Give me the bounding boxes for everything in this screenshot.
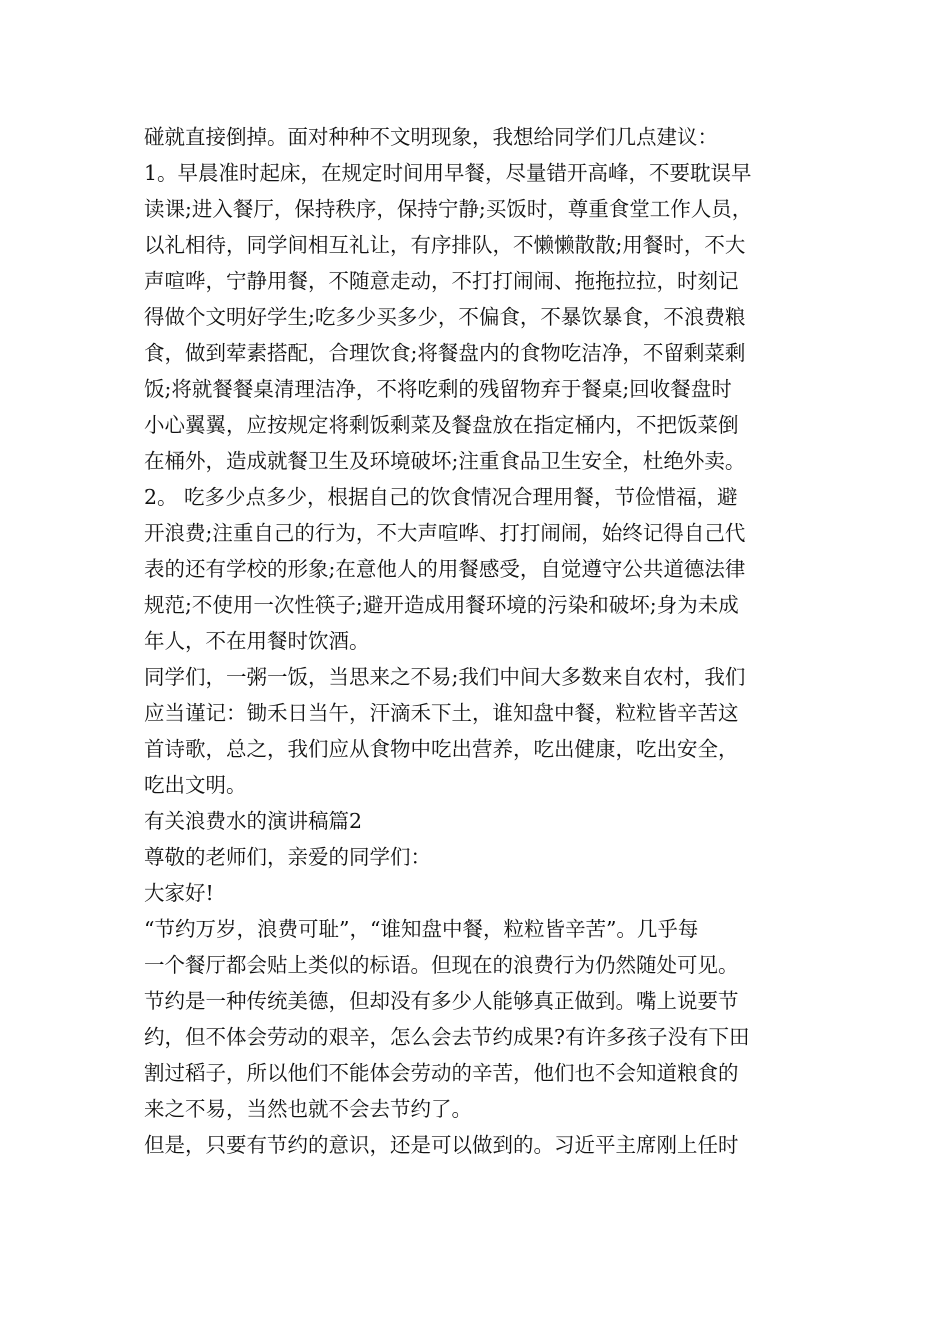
text-line: 饭;将就餐餐桌清理洁净，不将吃剩的残留物弃于餐桌;回收餐盘时 [144,377,732,401]
text-line: “节约万岁，浪费可耻”，“谁知盘中餐，粒粒皆辛苦”。几乎每 [144,917,699,941]
text-line: 表的还有学校的形象;在意他人的用餐感受，自觉遵守公共道德法律 [144,557,746,581]
text-line: 开浪费;注重自己的行为，不大声喧哗、打打闹闹，始终记得自己代 [144,521,746,545]
text-line: 以礼相待，同学间相互礼让，有序排队，不懒懒散散;用餐时，不大 [144,233,746,257]
text-line: 应当谨记：锄禾日当午，汗滴禾下土，谁知盘中餐，粒粒皆辛苦这 [144,701,739,725]
text-line: 首诗歌，总之，我们应从食物中吃出营养，吃出健康，吃出安全， [144,737,739,761]
text-line: 小心翼翼，应按规定将剩饭剩菜及餐盘放在指定桶内，不把饭菜倒 [144,413,739,437]
text-line: 声喧哗，宁静用餐，不随意走动，不打打闹闹、拖拖拉拉，时刻记 [144,269,739,293]
text-line: 有关浪费水的演讲稿篇2 [144,809,363,833]
text-line: 1。早晨准时起床，在规定时间用早餐，尽量错开高峰，不要耽误早 [144,161,752,185]
text-line: 约，但不体会劳动的艰辛，怎么会去节约成果?有许多孩子没有下田 [144,1025,750,1049]
document-page [144,119,824,1163]
text-line: 吃出文明。 [144,773,247,797]
text-line: 读课;进入餐厅，保持秩序，保持宁静;买饭时，尊重食堂工作人员， [144,197,753,221]
paragraph [144,875,824,911]
text-line: 节约是一种传统美德，但却没有多少人能够真正做到。嘴上说要节 [144,989,739,1013]
text-line: 来之不易，当然也就不会去节约了。 [144,1097,472,1121]
text-line: 食，做到荤素搭配，合理饮食;将餐盘内的食物吃洁净，不留剩菜剩 [144,341,746,365]
text-line: 但是，只要有节约的意识，还是可以做到的。习近平主席刚上任时 [144,1133,739,1157]
paragraph [144,983,824,1127]
text-line: 尊敬的老师们，亲爱的同学们： [144,845,431,869]
text-line: 在桶外，造成就餐卫生及环境破坏;注重食品卫生安全，杜绝外卖。 [144,449,746,473]
paragraph [144,911,824,983]
paragraph [144,479,824,659]
paragraph [144,659,824,803]
text-line: 碰就直接倒掉。面对种种不文明现象，我想给同学们几点建议： [144,125,718,149]
text-line: 年人，不在用餐时饮酒。 [144,629,370,653]
text-line: 割过稻子，所以他们不能体会劳动的辛苦，他们也不会知道粮食的 [144,1061,739,1085]
text-line: 一个餐厅都会贴上类似的标语。但现在的浪费行为仍然随处可见。 [144,953,739,977]
paragraph [144,1127,824,1163]
paragraph [144,839,824,875]
document-body [144,119,824,1163]
paragraph [144,155,824,479]
text-line: 大家好! [144,881,214,905]
text-line: 规范;不使用一次性筷子;避开造成用餐环境的污染和破坏;身为未成 [144,593,739,617]
paragraph [144,803,824,839]
paragraph [144,119,824,155]
text-line: 2。 吃多少点多少，根据自己的饮食情况合理用餐，节俭惜福，避 [144,485,738,509]
text-line: 同学们，一粥一饭，当思来之不易;我们中间大多数来自农村，我们 [144,665,746,689]
text-line: 得做个文明好学生;吃多少买多少，不偏食，不暴饮暴食，不浪费粮 [144,305,746,329]
